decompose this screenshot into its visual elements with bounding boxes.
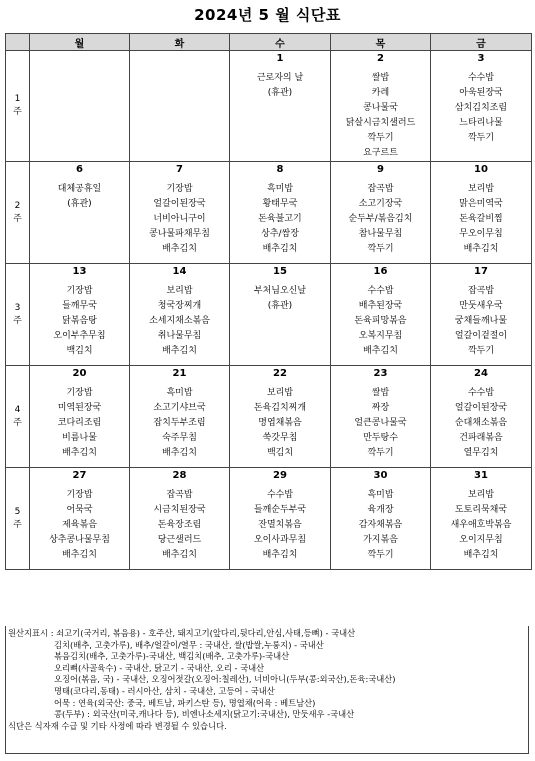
menu-calendar-table (5, 33, 532, 570)
origin-note-line: 오징어(볶음, 국) - 국내산, 오징어젓갈(오징어:칠레산), 너비아니(두부(콩:외국산),돈육:국내산) (54, 674, 396, 685)
day-cell (130, 468, 230, 570)
menu-item: 배추김치 (62, 448, 97, 458)
menu-item: 얼갈이겉절이 (454, 331, 508, 341)
date-number (30, 51, 129, 65)
week-row (6, 264, 532, 366)
menu-item: 요구르트 (363, 148, 398, 158)
menu-item: 배추김치 (162, 448, 197, 458)
menu-item: 감자채볶음 (358, 520, 403, 530)
date-number: 23 (373, 368, 388, 379)
menu-item: 돈육피망볶음 (354, 316, 407, 326)
day-cell (331, 264, 431, 366)
menu-item: 도토리묵채국 (454, 505, 508, 515)
corner-cell (6, 34, 30, 51)
menu-item: 배추김치 (262, 244, 298, 254)
day-cell (331, 51, 431, 162)
menu-item: 근로자의 날 (256, 73, 304, 83)
menu-item: 열무김치 (463, 448, 499, 458)
weekday-header-row (6, 34, 532, 51)
menu-item: 맑은미역국 (459, 199, 503, 209)
date-number: 28 (172, 470, 187, 481)
menu-item: 삼치김치조림 (454, 103, 508, 113)
menu-item: 잡곡밥 (367, 184, 394, 194)
menu-item: (휴관) (267, 301, 293, 311)
menu-item: 오이부추무침 (53, 331, 106, 341)
menu-item: 상추콩나물무침 (49, 535, 110, 545)
menu-item: 배추김치 (262, 550, 298, 560)
menu-item: 깍두기 (467, 133, 495, 143)
day-cell (431, 162, 532, 264)
date-number: 3 (477, 53, 485, 64)
week-row (6, 162, 532, 264)
menu-item: 황태무국 (262, 199, 298, 209)
week-label-part: 2 (14, 200, 21, 211)
menu-item: 콩나물국 (363, 103, 398, 113)
date-number: 7 (176, 164, 183, 175)
menu-item: 보리밥 (266, 388, 294, 398)
menu-item: 돈육김치찌개 (253, 403, 307, 413)
day-cell (130, 264, 230, 366)
menu-item: 깍두기 (367, 448, 394, 458)
menu-item: 느타리나물 (459, 118, 503, 128)
menu-item: 청국장찌개 (157, 301, 202, 311)
menu-item: 쌀밥 (371, 73, 390, 83)
origin-note-line: 원산지표시 : 쇠고기(국거리, 볶음용) - 호주산, 돼지고기(앞다리,뒷다리,안심,사태,등뼈) - 국내산 (8, 628, 356, 638)
menu-item: 배추김치 (463, 550, 499, 560)
menu-item: 잡곡밥 (467, 286, 495, 296)
menu-item: 흑미밥 (266, 184, 294, 194)
menu-item: 얼갈이된장국 (454, 403, 508, 413)
menu-item: 짜장 (371, 403, 390, 413)
weekday-thu: 목 (331, 34, 431, 51)
date-number: 21 (172, 368, 187, 379)
menu-item: 수수밥 (467, 73, 495, 83)
date-number: 30 (373, 470, 388, 481)
menu-item: 소고기장국 (358, 199, 403, 209)
menu-item: 가지볶음 (363, 535, 398, 545)
day-cell (230, 366, 331, 468)
day-cell (431, 264, 532, 366)
menu-item: 기장밥 (166, 184, 193, 194)
menu-item: 카레 (371, 88, 390, 98)
menu-item: 미역된장국 (57, 403, 102, 413)
menu-item: 너비아니구이 (153, 214, 206, 224)
day-cell (331, 162, 431, 264)
menu-item: 수수밥 (367, 286, 394, 296)
day-cell (130, 51, 230, 162)
menu-item: 잡곡밥 (166, 490, 193, 500)
week-row (6, 468, 532, 570)
menu-item: 만둣새우국 (459, 301, 503, 311)
date-number: 14 (172, 266, 187, 277)
menu-item: 들깨순두부국 (253, 505, 307, 515)
menu-item: 쌀밥 (371, 388, 390, 398)
menu-item: 수수밥 (266, 490, 294, 500)
day-cell (130, 366, 230, 468)
weekday-mon: 월 (30, 34, 130, 51)
week-label-part: 3 (14, 302, 21, 313)
date-number (130, 51, 229, 65)
menu-item: (휴관) (267, 88, 293, 98)
origin-note-line: 명태(코다리,동태) - 러시아산, 삼치 - 국내산, 고등어 - 국내산 (54, 685, 275, 696)
origin-note-line: 콩(두부) : 외국산(미국,캐나다 등), 비엔나소세지(닭고기:국내산), 만둣새우 -국내산 (54, 709, 355, 720)
date-number: 20 (72, 368, 87, 379)
menu-item: 시금치된장국 (153, 505, 206, 515)
menu-item: 깍두기 (367, 244, 394, 254)
day-cell (331, 468, 431, 570)
menu-item: 코다리조림 (57, 418, 102, 428)
menu-item: 들깨무국 (62, 301, 97, 311)
menu-item: 오복지무침 (358, 331, 403, 341)
menu-item: 소고기샤브국 (153, 403, 206, 413)
menu-item: 닭볶음탕 (62, 316, 97, 326)
date-number: 16 (373, 266, 388, 277)
menu-item: 제육볶음 (62, 520, 97, 530)
date-number: 31 (474, 470, 488, 481)
menu-item: 배추김치 (162, 346, 197, 356)
menu-item: 오이사과무침 (253, 535, 307, 545)
menu-item: 배추김치 (363, 346, 398, 356)
menu-item: 백김치 (66, 346, 93, 356)
menu-item: 깍두기 (367, 550, 394, 560)
week-label-part: 주 (13, 213, 22, 224)
menu-item: 부처님오신날 (253, 286, 307, 296)
date-number: 1 (276, 53, 284, 64)
menu-item: 만두탕수 (363, 433, 398, 443)
menu-item: 보리밥 (166, 286, 193, 296)
week-label-part: 주 (13, 107, 22, 117)
menu-item: 궁채들깨나물 (454, 316, 508, 326)
menu-item: 참나물무침 (358, 229, 403, 239)
menu-item: 수수밥 (467, 388, 495, 398)
menu-item: 대체공휴일 (57, 184, 102, 194)
week-row (6, 51, 532, 162)
menu-item: 새우애호박볶음 (450, 520, 512, 530)
menu-item: 보리밥 (467, 490, 495, 500)
day-cell (230, 264, 331, 366)
day-cell (431, 51, 532, 162)
menu-item: (휴관) (67, 199, 92, 209)
date-number: 13 (72, 266, 87, 277)
week-label (6, 468, 30, 570)
menu-item: 숙주무침 (162, 433, 197, 443)
day-cell (230, 468, 331, 570)
day-cell (30, 264, 130, 366)
menu-item: 소세지채소볶음 (149, 316, 210, 326)
week-label-part: 주 (13, 519, 22, 530)
menu-item: 얼갈이된장국 (153, 199, 206, 209)
week-row (6, 366, 532, 468)
menu-item: 기장밥 (66, 286, 93, 296)
menu-item: 기장밥 (66, 490, 93, 500)
origin-note-line: 오리뼈(사골육수) - 국내산, 닭고기 - 국내산, 오리 - 국내산 (54, 662, 265, 673)
menu-item: 돈육장조림 (157, 520, 202, 530)
origin-note-line: 김치(배추, 고춧가루), 배추/얼갈이/열무 : 국내산, 쌀(밥쌀,누룽지) - 국내산 (54, 639, 324, 650)
menu-item: 돈육갈비찜 (459, 214, 503, 224)
day-cell (30, 51, 130, 162)
day-cell (30, 162, 130, 264)
menu-item: 백김치 (266, 448, 294, 458)
day-cell (130, 162, 230, 264)
menu-item: 흑미밥 (166, 388, 193, 398)
day-cell (230, 51, 331, 162)
week-label (6, 366, 30, 468)
week-label-part: 5 (14, 506, 21, 517)
menu-item: 건파래볶음 (459, 433, 503, 443)
menu-item: 당근샐러드 (157, 535, 202, 545)
menu-item: 잔멸치볶음 (258, 520, 302, 530)
weekday-fri: 금 (431, 34, 532, 51)
day-cell (230, 162, 331, 264)
menu-item: 흑미밥 (367, 490, 394, 500)
disclaimer-note: 식단은 식자재 수급 및 기타 사정에 따라 변경될 수 있습니다. (8, 720, 227, 731)
menu-item: 닭살시금치샐러드 (345, 118, 416, 128)
menu-item: 콩나물파채무침 (149, 229, 210, 239)
menu-item: 깍두기 (367, 133, 394, 143)
menu-item: 보리밥 (467, 184, 495, 194)
date-number: 2 (377, 53, 384, 64)
day-cell (30, 366, 130, 468)
date-number: 22 (273, 368, 287, 379)
day-cell (30, 468, 130, 570)
menu-item: 배추된장국 (358, 301, 403, 311)
week-label (6, 162, 30, 264)
date-number: 15 (273, 266, 287, 277)
menu-item: 잡치두부조림 (153, 418, 206, 428)
date-number: 6 (76, 164, 83, 175)
menu-item: 오이지무침 (459, 535, 503, 545)
day-cell (431, 366, 532, 468)
menu-item: 배추김치 (62, 550, 97, 560)
menu-item: 순대채소볶음 (454, 418, 508, 428)
menu-item: 상추/쌈장 (261, 229, 299, 239)
menu-item: 돈육불고기 (258, 214, 302, 224)
origin-note-line: 어묵 : 연육(외국산: 중국, 베트남, 파키스탄 등), 명엽채(어육 : 베트남산) (54, 697, 316, 708)
week-label-part: 1 (14, 94, 21, 104)
date-number: 29 (273, 470, 287, 481)
menu-item: 쑥갓무침 (262, 433, 298, 443)
date-number: 27 (72, 470, 87, 481)
origin-note-line: 볶음김치(배추, 고춧가루)-국내산, 백김치(배추, 고춧가루)-국내산 (54, 651, 290, 662)
date-number: 10 (474, 164, 488, 175)
week-label-part: 4 (14, 404, 21, 415)
date-number: 8 (276, 164, 284, 175)
menu-item: 비름나물 (62, 433, 97, 443)
day-cell (331, 366, 431, 468)
origin-notes (5, 626, 529, 754)
weekday-wed: 수 (230, 34, 331, 51)
menu-item: 배추김치 (162, 550, 197, 560)
date-number: 17 (474, 266, 488, 277)
menu-item: 배추김치 (463, 244, 499, 254)
day-cell (431, 468, 532, 570)
menu-item: 육개장 (367, 505, 394, 515)
week-label-part: 주 (13, 417, 22, 428)
menu-item: 얼큰콩나물국 (354, 418, 407, 428)
date-number: 9 (377, 164, 384, 175)
weekday-tue: 화 (130, 34, 230, 51)
date-number: 24 (474, 368, 488, 379)
menu-item: 순두부/볶음김치 (348, 214, 413, 224)
week-label-part: 주 (13, 315, 22, 326)
page-title: 2024년 5 월 식단표 (194, 6, 341, 24)
menu-item: 기장밥 (66, 388, 93, 398)
menu-item: 아욱된장국 (459, 88, 503, 98)
week-label (6, 264, 30, 366)
menu-item: 배추김치 (162, 244, 197, 254)
menu-item: 명엽채볶음 (258, 418, 302, 428)
menu-item: 어묵국 (66, 505, 93, 515)
menu-item: 깍두기 (467, 346, 495, 356)
menu-item: 취나물무침 (157, 331, 202, 341)
week-label (6, 51, 30, 162)
menu-item: 무오이무침 (459, 229, 503, 239)
